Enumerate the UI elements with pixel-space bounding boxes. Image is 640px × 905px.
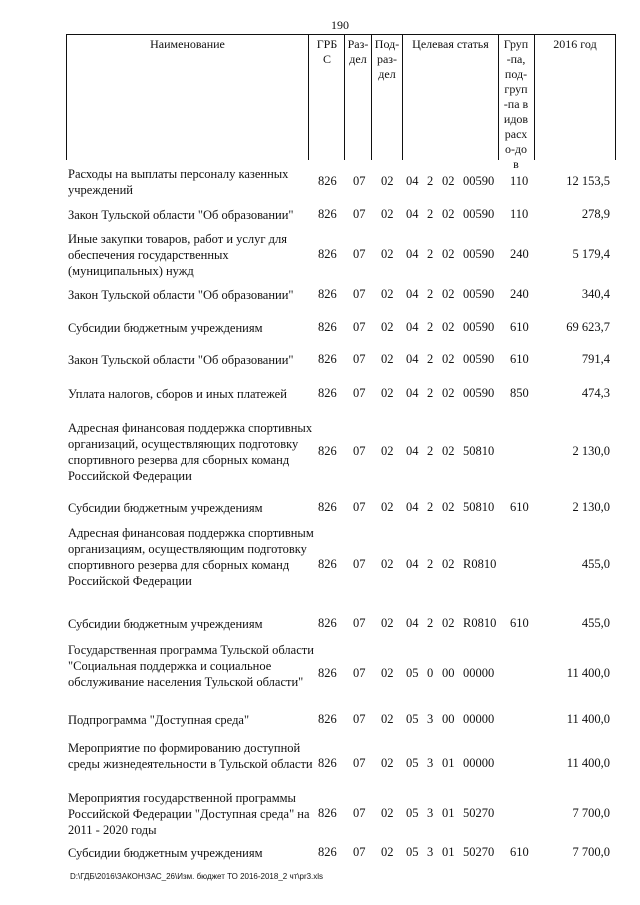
row-cs1: 04 [406, 247, 419, 261]
row-rz: 07 [353, 557, 366, 571]
row-amount: 11 400,0 [566, 756, 610, 770]
row-cs4: 00590 [463, 174, 495, 188]
row-cs4: 00590 [463, 386, 495, 400]
row-vr: 610 [510, 352, 529, 366]
row-pr: 02 [381, 616, 394, 630]
row-cs4: 50810 [463, 444, 495, 458]
row-name: Субсидии бюджетным учреждениям [68, 501, 263, 515]
row-cs1: 04 [406, 386, 419, 400]
row-rz: 07 [353, 756, 366, 770]
row-cs3: 01 [442, 756, 455, 770]
row-amount: 7 700,0 [572, 806, 610, 820]
row-pr: 02 [381, 806, 394, 820]
row-cs1: 05 [406, 712, 419, 726]
row-amount: 340,4 [581, 287, 610, 301]
row-cs1: 05 [406, 756, 419, 770]
row-cs3: 02 [442, 500, 455, 514]
row-cs4: 00590 [463, 320, 495, 334]
row-amount: 11 400,0 [566, 666, 610, 680]
table-row [0, 712, 640, 728]
row-cs2: 2 [427, 207, 434, 221]
row-grbs: 826 [318, 386, 337, 400]
row-pr: 02 [381, 207, 394, 221]
row-cs1: 04 [406, 500, 419, 514]
row-vr: 610 [510, 616, 529, 630]
row-cs1: 05 [406, 666, 419, 680]
row-cs3: 00 [442, 666, 455, 680]
row-grbs: 826 [318, 352, 337, 366]
table-row [0, 740, 640, 788]
table-row [0, 231, 640, 279]
row-cs4: 00590 [463, 287, 495, 301]
row-grbs: 826 [318, 616, 337, 630]
row-grbs: 826 [318, 666, 337, 680]
row-cs2: 2 [427, 500, 434, 514]
row-rz: 07 [353, 444, 366, 458]
table-row [0, 207, 640, 223]
row-amount: 69 623,7 [566, 320, 610, 334]
header-grbs: ГРБС [316, 37, 338, 66]
row-pr: 02 [381, 444, 394, 458]
row-cs2: 2 [427, 386, 434, 400]
row-pr: 02 [381, 557, 394, 571]
table-row [0, 320, 640, 336]
row-cs3: 01 [442, 806, 455, 820]
row-name: Субсидии бюджетным учреждениям [68, 321, 263, 335]
header-target: Целевая статья [412, 37, 489, 51]
row-cs2: 2 [427, 320, 434, 334]
row-cs2: 2 [427, 444, 434, 458]
row-cs3: 02 [442, 174, 455, 188]
row-vr: 240 [510, 247, 529, 261]
row-vr: 610 [510, 845, 529, 859]
row-vr: 610 [510, 320, 529, 334]
row-cs1: 05 [406, 845, 419, 859]
row-rz: 07 [353, 352, 366, 366]
table-row [0, 642, 640, 706]
row-vr: 110 [510, 207, 529, 221]
row-grbs: 826 [318, 174, 337, 188]
row-name: Закон Тульской области "Об образовании" [68, 288, 294, 302]
row-name: Иные закупки товаров, работ и услуг для обеспечения государственных (муниципальных) нужд [68, 232, 288, 278]
row-grbs: 826 [318, 756, 337, 770]
row-pr: 02 [381, 247, 394, 261]
row-cs3: 02 [442, 287, 455, 301]
row-cs2: 2 [427, 616, 434, 630]
row-rz: 07 [353, 247, 366, 261]
row-name: Закон Тульской области "Об образовании" [68, 208, 294, 222]
row-cs1: 04 [406, 287, 419, 301]
row-cs1: 04 [406, 352, 419, 366]
row-pr: 02 [381, 845, 394, 859]
table-header [66, 34, 616, 171]
row-pr: 02 [381, 666, 394, 680]
row-cs4: 50270 [463, 806, 495, 820]
row-cs4: R0810 [463, 616, 497, 630]
page-number: 190 [331, 18, 349, 32]
table-row [0, 500, 640, 516]
row-cs3: 02 [442, 352, 455, 366]
row-cs2: 3 [427, 756, 434, 770]
row-cs2: 2 [427, 174, 434, 188]
row-amount: 455,0 [581, 557, 610, 571]
row-cs4: 00000 [463, 666, 495, 680]
row-vr: 240 [510, 287, 529, 301]
row-amount: 7 700,0 [572, 845, 610, 859]
row-cs2: 2 [427, 247, 434, 261]
row-vr: 110 [510, 174, 529, 188]
row-pr: 02 [381, 712, 394, 726]
row-cs3: 00 [442, 712, 455, 726]
row-name: Мероприятия государственной программы Российской Федерации "Доступная среда" на 2011 - 2020 годы [68, 791, 310, 837]
row-cs2: 3 [427, 806, 434, 820]
row-rz: 07 [353, 666, 366, 680]
row-amount: 2 130,0 [572, 444, 610, 458]
row-rz: 07 [353, 386, 366, 400]
row-amount: 455,0 [581, 616, 610, 630]
row-cs2: 2 [427, 352, 434, 366]
row-cs2: 3 [427, 845, 434, 859]
row-cs3: 02 [442, 616, 455, 630]
row-name: Адресная финансовая поддержка спортивным организациям, осуществляющим подготовку спортивного резерва для сборных команд Российской Федерации [68, 526, 314, 588]
row-cs1: 04 [406, 174, 419, 188]
row-name: Уплата налогов, сборов и иных платежей [68, 387, 287, 401]
row-name: Подпрограмма "Доступная среда" [68, 713, 250, 727]
header-name: Наименование [150, 37, 225, 51]
row-amount: 278,9 [581, 207, 610, 221]
header-group: Груп-па, под-груп-па видов расхо-дов [503, 37, 529, 171]
row-cs2: 0 [427, 666, 434, 680]
table-row [0, 845, 640, 861]
row-cs2: 2 [427, 557, 434, 571]
row-amount: 2 130,0 [572, 500, 610, 514]
row-name: Адресная финансовая поддержка спортивных организаций, осуществляющих подготовку спортивного резерва для сборных команд Российской Федерации [68, 421, 313, 483]
row-name: Мероприятие по формированию доступной среды жизнедеятельности в Тульской области [68, 741, 313, 771]
table-row [0, 790, 640, 838]
row-pr: 02 [381, 352, 394, 366]
row-rz: 07 [353, 845, 366, 859]
row-name: Государственная программа Тульской области "Социальная поддержка и социальное обслуживание населения Тульской области" [68, 643, 314, 689]
header-section: Раз-дел [347, 37, 369, 66]
row-cs1: 04 [406, 207, 419, 221]
row-rz: 07 [353, 207, 366, 221]
row-cs4: R0810 [463, 557, 497, 571]
row-amount: 791,4 [581, 352, 610, 366]
row-cs3: 02 [442, 207, 455, 221]
row-grbs: 826 [318, 806, 337, 820]
table-row [0, 287, 640, 303]
row-cs4: 50810 [463, 500, 495, 514]
row-rz: 07 [353, 616, 366, 630]
row-cs4: 00000 [463, 712, 495, 726]
table-row [0, 420, 640, 484]
row-cs3: 02 [442, 320, 455, 334]
row-grbs: 826 [318, 444, 337, 458]
row-cs4: 00590 [463, 352, 495, 366]
row-vr: 610 [510, 500, 529, 514]
row-cs1: 04 [406, 557, 419, 571]
row-cs1: 04 [406, 320, 419, 334]
row-cs3: 01 [442, 845, 455, 859]
row-amount: 11 400,0 [566, 712, 610, 726]
row-amount: 12 153,5 [566, 174, 610, 188]
row-grbs: 826 [318, 500, 337, 514]
row-rz: 07 [353, 712, 366, 726]
row-cs2: 2 [427, 287, 434, 301]
header-subsection: Под-раз-дел [374, 37, 400, 81]
row-grbs: 826 [318, 557, 337, 571]
row-amount: 5 179,4 [572, 247, 610, 261]
row-rz: 07 [353, 174, 366, 188]
row-cs2: 3 [427, 712, 434, 726]
row-pr: 02 [381, 386, 394, 400]
row-grbs: 826 [318, 712, 337, 726]
row-cs3: 02 [442, 444, 455, 458]
table-row [0, 386, 640, 402]
row-cs4: 00590 [463, 207, 495, 221]
row-cs3: 02 [442, 557, 455, 571]
row-cs4: 50270 [463, 845, 495, 859]
row-rz: 07 [353, 320, 366, 334]
row-rz: 07 [353, 806, 366, 820]
row-cs1: 04 [406, 444, 419, 458]
row-cs4: 00590 [463, 247, 495, 261]
row-rz: 07 [353, 287, 366, 301]
table-row [0, 525, 640, 605]
table-row [0, 616, 640, 632]
row-amount: 474,3 [581, 386, 610, 400]
row-grbs: 826 [318, 320, 337, 334]
row-grbs: 826 [318, 287, 337, 301]
row-name: Субсидии бюджетным учреждениям [68, 846, 263, 860]
row-grbs: 826 [318, 845, 337, 859]
row-cs3: 02 [442, 247, 455, 261]
row-cs4: 00000 [463, 756, 495, 770]
row-name: Субсидии бюджетным учреждениям [68, 617, 263, 631]
row-pr: 02 [381, 320, 394, 334]
table-row [0, 166, 640, 198]
row-name: Закон Тульской области "Об образовании" [68, 353, 294, 367]
table-row [0, 352, 640, 368]
file-path: D:\ГДБ\2016\ЗАКОН\ЗАС_26\Изм. бюджет ТО 2016-2018_2 чт\pr3.xls [70, 872, 324, 881]
row-cs3: 02 [442, 386, 455, 400]
header-year: 2016 год [553, 37, 597, 51]
row-cs1: 05 [406, 806, 419, 820]
row-grbs: 826 [318, 207, 337, 221]
row-pr: 02 [381, 756, 394, 770]
row-grbs: 826 [318, 247, 337, 261]
row-pr: 02 [381, 287, 394, 301]
row-vr: 850 [510, 386, 529, 400]
row-name: Расходы на выплаты персоналу казенных учреждений [68, 167, 289, 197]
row-pr: 02 [381, 174, 394, 188]
row-pr: 02 [381, 500, 394, 514]
row-cs1: 04 [406, 616, 419, 630]
row-rz: 07 [353, 500, 366, 514]
